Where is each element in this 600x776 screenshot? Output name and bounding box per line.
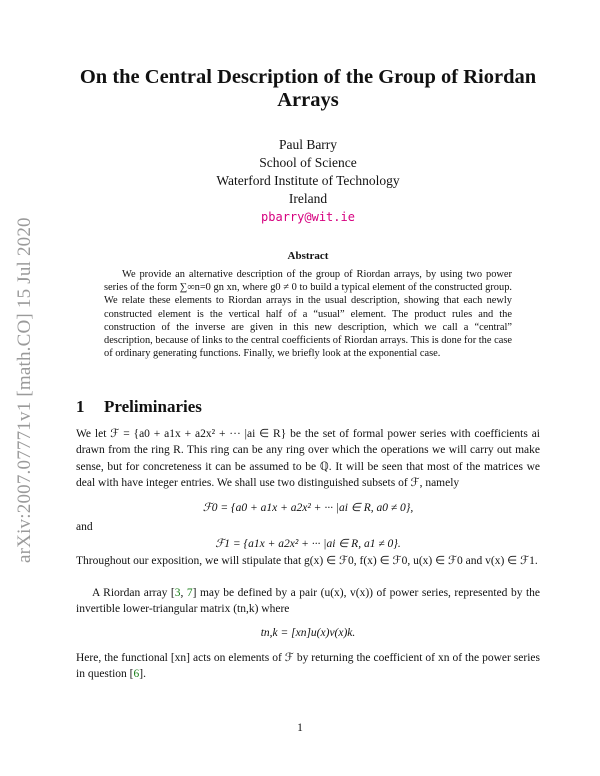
paragraph-functional	[76, 650, 540, 683]
citation-link[interactable]: 7	[186, 587, 193, 599]
author-name: Paul Barry	[278, 137, 338, 152]
abstract-heading: Abstract	[287, 250, 329, 262]
paragraph-riordan	[76, 585, 540, 618]
citation-link[interactable]: 6	[133, 668, 140, 681]
citation-link[interactable]: 3	[174, 587, 181, 599]
paragraph-definition: We let ℱ = {a0 + a1x + a2x² + ··· |ai ∈ R} be the set of formal power series with coefficients ai drawn from the ring R. This ring can be any ring over which the operations we will carry out make sense, but for concreteness it can be assumed to be ℚ. It will be seen that most of the matrices we deal with have integer entries. We shall use two distinguished subsets of ℱ, namely	[76, 428, 540, 489]
equation-tnk: tn,k = [xn]u(x)v(x)k.	[260, 627, 356, 639]
page-number: 1	[297, 722, 303, 734]
equation-f1: ℱ1 = {a1x + a2x² + ··· |ai ∈ R, a1 ≠ 0}.	[215, 538, 401, 550]
author-country: Ireland	[288, 191, 328, 206]
section-number: 1	[76, 397, 85, 416]
arxiv-margin-stamp: arXiv:2007.07771v1 [math.CO] 15 Jul 2020	[14, 217, 35, 563]
riordan-text-a: A Riordan array [	[92, 587, 175, 599]
author-block	[60, 136, 556, 226]
paragraph-stipulation: Throughout our exposition, we will stipulate that g(x) ∈ ℱ0, f(x) ∈ ℱ0, u(x) ∈ ℱ0 and v(x) ∈ ℱ1.	[76, 555, 538, 567]
riordan-text-b: ] may be defined by a pair (u(x), v(x)) of power series, represented by the invertible lower-triangular matrix (tn,k) where	[76, 587, 541, 616]
author-department: School of Science	[259, 155, 357, 170]
author-institution: Waterford Institute of Technology	[216, 173, 400, 188]
abstract-text: We provide an alternative description of the group of Riordan arrays, by using two power series of the form ∑∞n=0 gn xn, where g0 ≠ 0 to build a typical element of the constructed group. We relate these elements to Riordan arrays in the usual description, showing that each newly constructed element is the vertical half of a “usual” element. The product rules and the construction of the inverse are given in this new description, which we call a “central” description, because of links to the central coefficients of Riordan arrays. This is done for the case of ordinary generating functions. Finally, we briefly look at the exponential case.	[104, 269, 512, 360]
paper-title: On the Central Description of the Group of Riordan Arrays	[79, 66, 537, 111]
section-heading	[76, 397, 202, 417]
functional-text-b: ].	[139, 668, 146, 681]
riordan-text-sep: ,	[180, 587, 187, 599]
equation-f0: ℱ0 = {a0 + a1x + a2x² + ··· |ai ∈ R, a0 ≠ 0},	[202, 502, 414, 514]
word-and: and	[76, 521, 93, 533]
section-title: Preliminaries	[104, 397, 202, 416]
functional-text-a: Here, the functional [xn] acts on elements of ℱ by returning the coefficient of xn of the power series in question [	[76, 652, 540, 681]
author-email-link[interactable]: pbarry@wit.ie	[261, 210, 355, 224]
